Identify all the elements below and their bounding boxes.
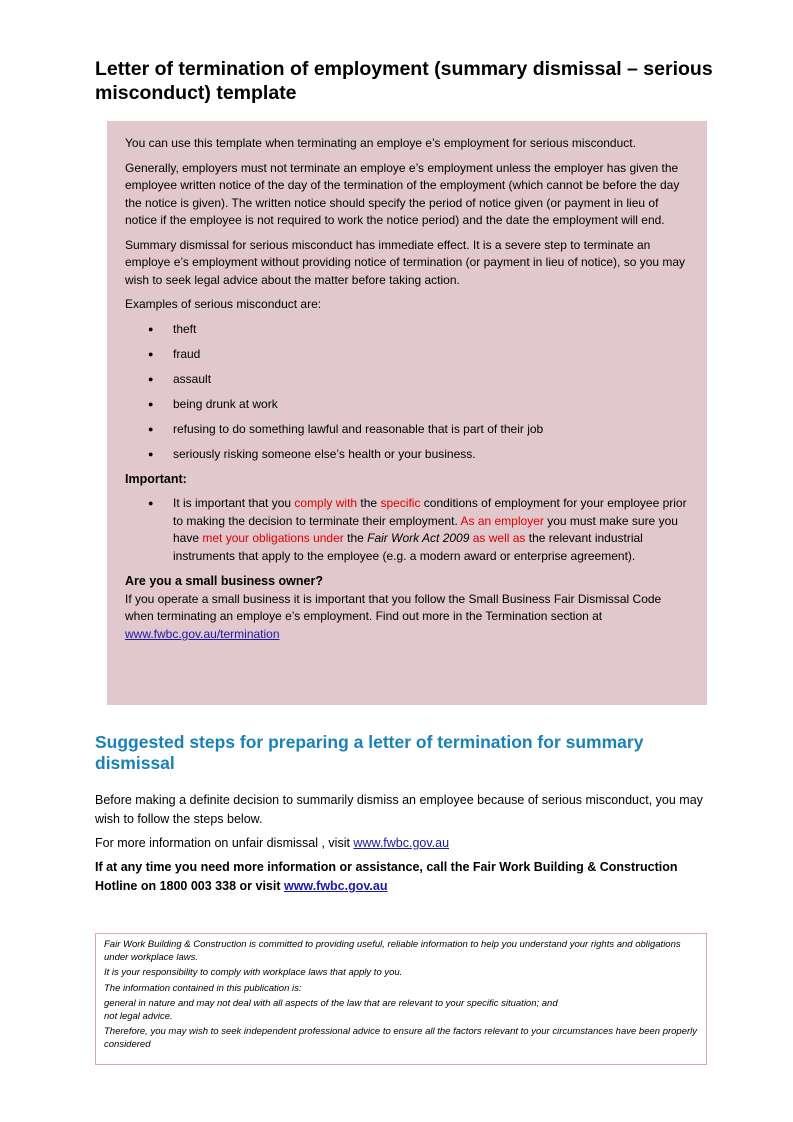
disclaimer-line: The information contained in this publication is: [104,982,302,994]
summary-dismissal-paragraph: Summary dismissal for serious misconduct has immediate effect. It is a severe step to terminate an employe e’s employment without providing notice of termination (or payment in lieu of notice), so you may wish to seek legal advice about the matter before taking action. [125,237,686,287]
examples-intro: Examples of serious misconduct are: [125,297,322,311]
steps-heading: Suggested steps for preparing a letter of termination for summary dismissal [95,732,644,773]
bullet-icon: ● [148,348,154,359]
small-business-section [125,573,689,643]
disclaimer-line: Therefore, you may wish to seek independent professional advice to ensure all the factors relevant to your circumstances have been properly considered [104,1026,698,1050]
bullet-icon: ● [148,423,154,434]
termination-link[interactable]: www.fwbc.gov.au/termination [125,626,280,641]
hotline-fwbc-link[interactable]: www.fwbc.gov.au [283,879,388,893]
important-heading: Important: [125,471,187,486]
list-item: ● being drunk at work [125,396,689,414]
bullet-icon: ● [148,323,154,334]
bullet-icon: ● [148,373,154,384]
list-item: ● theft [125,321,689,339]
bullet-icon: ● [148,498,154,508]
disclaimer-box [95,933,707,1065]
disclaimer-line: not legal advice. [104,1010,173,1022]
examples-list [125,321,689,464]
small-business-text: If you operate a small business it is important that you follow the Small Business Fair Dismissal Code when terminating an employe e’s employment. Find out more in the Termination section at [125,591,662,623]
disclaimer-line: It is your responsibility to comply with workplace laws that apply to you. [104,967,403,978]
fwbc-link[interactable]: www.fwbc.gov.au [353,836,450,850]
important-list [125,495,689,565]
list-item: ● assault [125,371,689,389]
steps-intro: Before making a definite decision to summarily dismiss an employee because of serious misconduct, you may wish to follow the steps below. [95,793,703,826]
hotline-line: If at any time you need more information or assistance, call the Fair Work Building & Construction Hotline on 1800 003 338 or visit www.fwbc.gov.au [95,860,678,893]
bullet-icon: ● [148,448,154,459]
list-item: ● It is important that you comply with the specific conditions of employment for your employee prior to making the decision to terminate their employment. As an employer you must make sure you have met your obligations under the Fair Work Act 2009 as well as the relevant industrial instruments that apply to the employee (e.g. a modern award or enterprise agreement). [148,496,687,563]
list-item: ● seriously risking someone else’s health or your business. [125,446,689,464]
list-item: ● fraud [125,346,689,364]
page-title: Letter of termination of employment (summary dismissal – serious misconduct) template [95,58,713,104]
steps-section [95,791,710,901]
more-info-line: For more information on unfair dismissal , visit www.fwbc.gov.au [95,836,450,850]
intro-paragraph: You can use this template when terminating an employe e’s employment for serious misconduct. [125,136,636,150]
list-item: ● refusing to do something lawful and reasonable that is part of their job [125,421,689,439]
bullet-icon: ● [148,398,154,409]
disclaimer-line: general in nature and may not deal with all aspects of the law that are relevant to your specific situation; and [104,998,558,1009]
disclaimer-line: Fair Work Building & Construction is committed to providing useful, reliable information to help you understand your rights and obligations under workplace laws. [104,939,681,963]
guidance-box [107,121,707,705]
small-business-heading: Are you a small business owner? [125,574,323,588]
notice-paragraph: Generally, employers must not terminate an employe e’s employment unless the employer has given the employee written notice of the day of the termination of the employment (which cannot be before the day the notice is given). The written notice should specify the period of notice given (or payment in lieu of notice if the employee is not required to work the notice period) and the date the employment will end. [125,160,680,227]
